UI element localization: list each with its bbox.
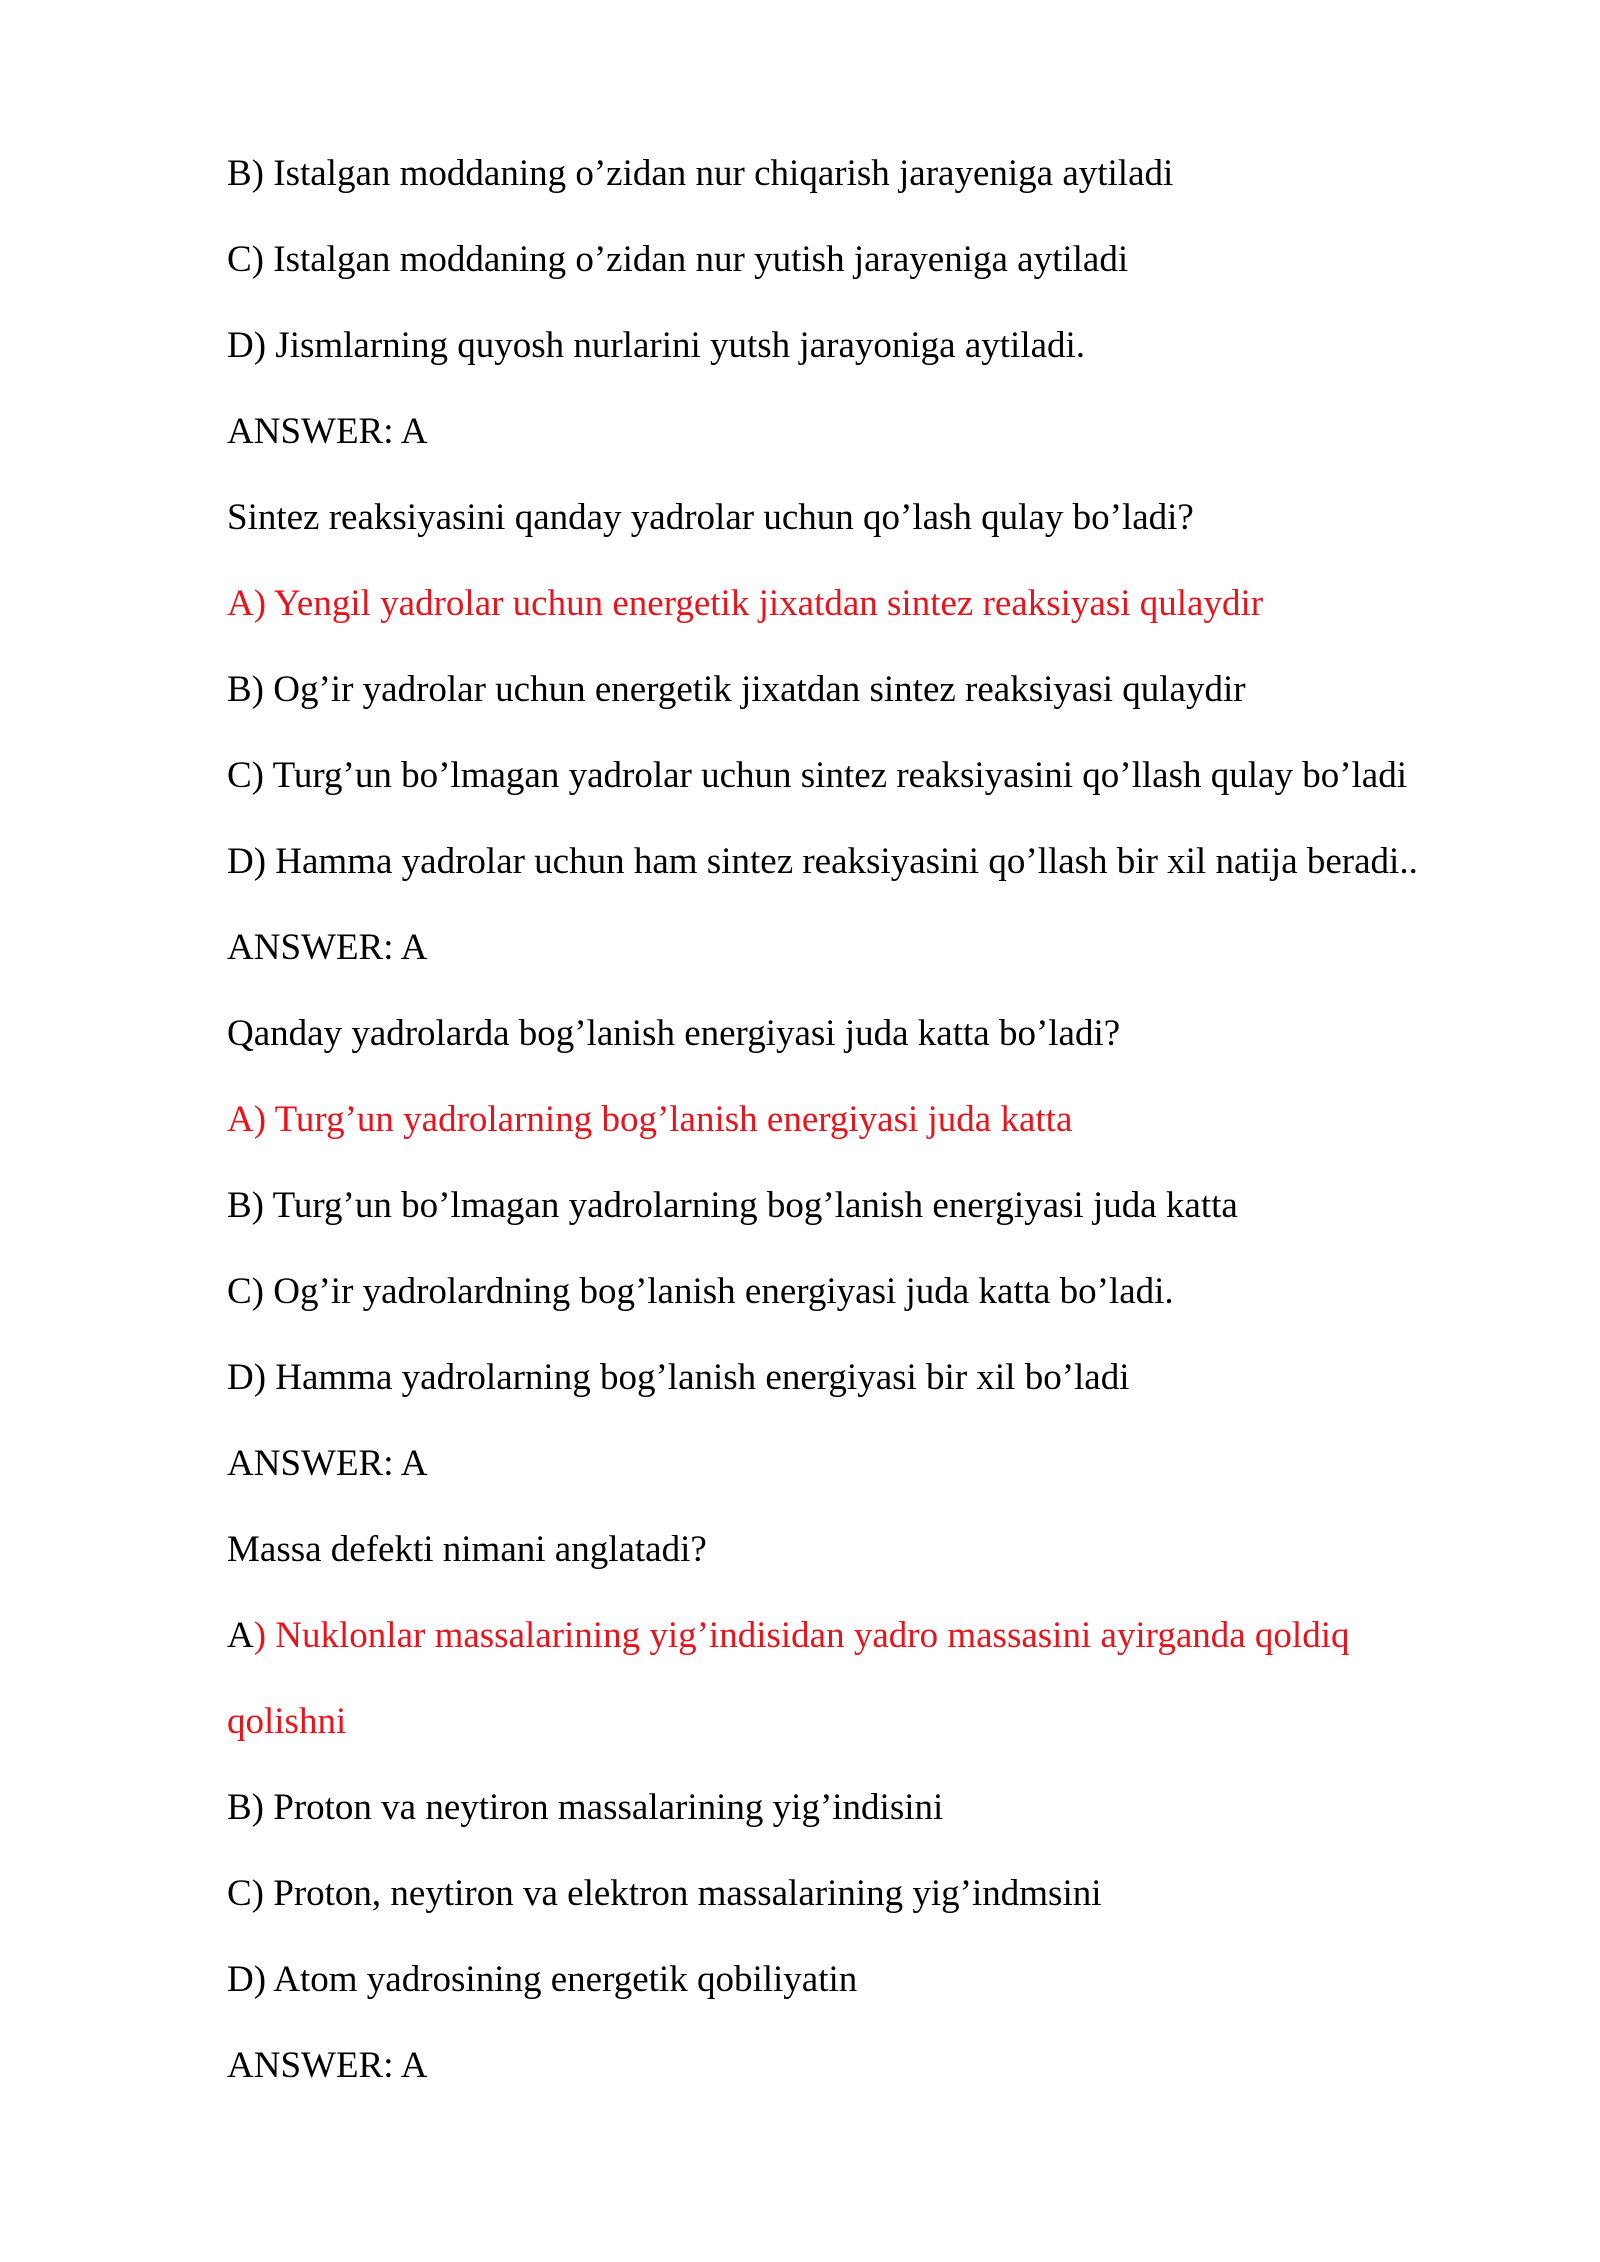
- answer-line: ANSWER: A: [227, 927, 428, 968]
- option-a-continuation-line: qolishni: [227, 1701, 347, 1742]
- option-a-correct-line: A) Yengil yadrolar uchun energetik jixatdan sintez reaksiyasi qulaydir: [227, 583, 1264, 624]
- question-line: Massa defekti nimani anglatadi?: [227, 1529, 707, 1570]
- question-line: Qanday yadrolarda bog’lanish energiyasi juda katta bo’ladi?: [227, 1013, 1121, 1054]
- option-a-correct-line: [227, 1614, 1349, 1658]
- option-b-line: B) Proton va neytiron massalarining yig’indisini: [227, 1787, 944, 1828]
- answer-line: ANSWER: A: [227, 1443, 428, 1484]
- option-d-line: D) Hamma yadrolarning bog’lanish energiyasi bir xil bo’ladi: [227, 1357, 1130, 1398]
- option-c-line: C) Proton, neytiron va elektron massalarining yig’indmsini: [227, 1873, 1102, 1914]
- option-d-line: D) Hamma yadrolar uchun ham sintez reaksiyasini qo’llash bir xil natija beradi..: [227, 841, 1418, 882]
- option-b-line: B) Og’ir yadrolar uchun energetik jixatdan sintez reaksiyasi qulaydir: [227, 669, 1246, 710]
- question-line: Sintez reaksiyasini qanday yadrolar uchun qo’lash qulay bo’ladi?: [227, 497, 1194, 538]
- option-c-line: C) Istalgan moddaning o’zidan nur yutish jarayeniga aytiladi: [227, 239, 1129, 280]
- option-b-line: B) Istalgan moddaning o’zidan nur chiqarish jarayeniga aytiladi: [227, 153, 1174, 194]
- option-a-text: ) Nuklonlar massalarining yig’indisidan yadro massasini ayirganda qoldiq: [253, 1615, 1350, 1656]
- option-a-correct-line: A) Turg’un yadrolarning bog’lanish energiyasi juda katta: [227, 1099, 1073, 1140]
- option-a-prefix: A: [227, 1615, 254, 1656]
- option-d-line: D) Atom yadrosining energetik qobiliyatin: [227, 1959, 858, 2000]
- option-d-line: D) Jismlarning quyosh nurlarini yutsh jarayoniga aytiladi.: [227, 325, 1086, 366]
- option-c-line: C) Turg’un bo’lmagan yadrolar uchun sintez reaksiyasini qo’llash qulay bo’ladi: [227, 755, 1408, 796]
- answer-line: ANSWER: A: [227, 411, 428, 452]
- answer-line: ANSWER: A: [227, 2045, 428, 2086]
- option-b-line: B) Turg’un bo’lmagan yadrolarning bog’lanish energiyasi juda katta: [227, 1185, 1238, 1226]
- option-c-line: C) Og’ir yadrolardning bog’lanish energiyasi juda katta bo’ladi.: [227, 1271, 1174, 1312]
